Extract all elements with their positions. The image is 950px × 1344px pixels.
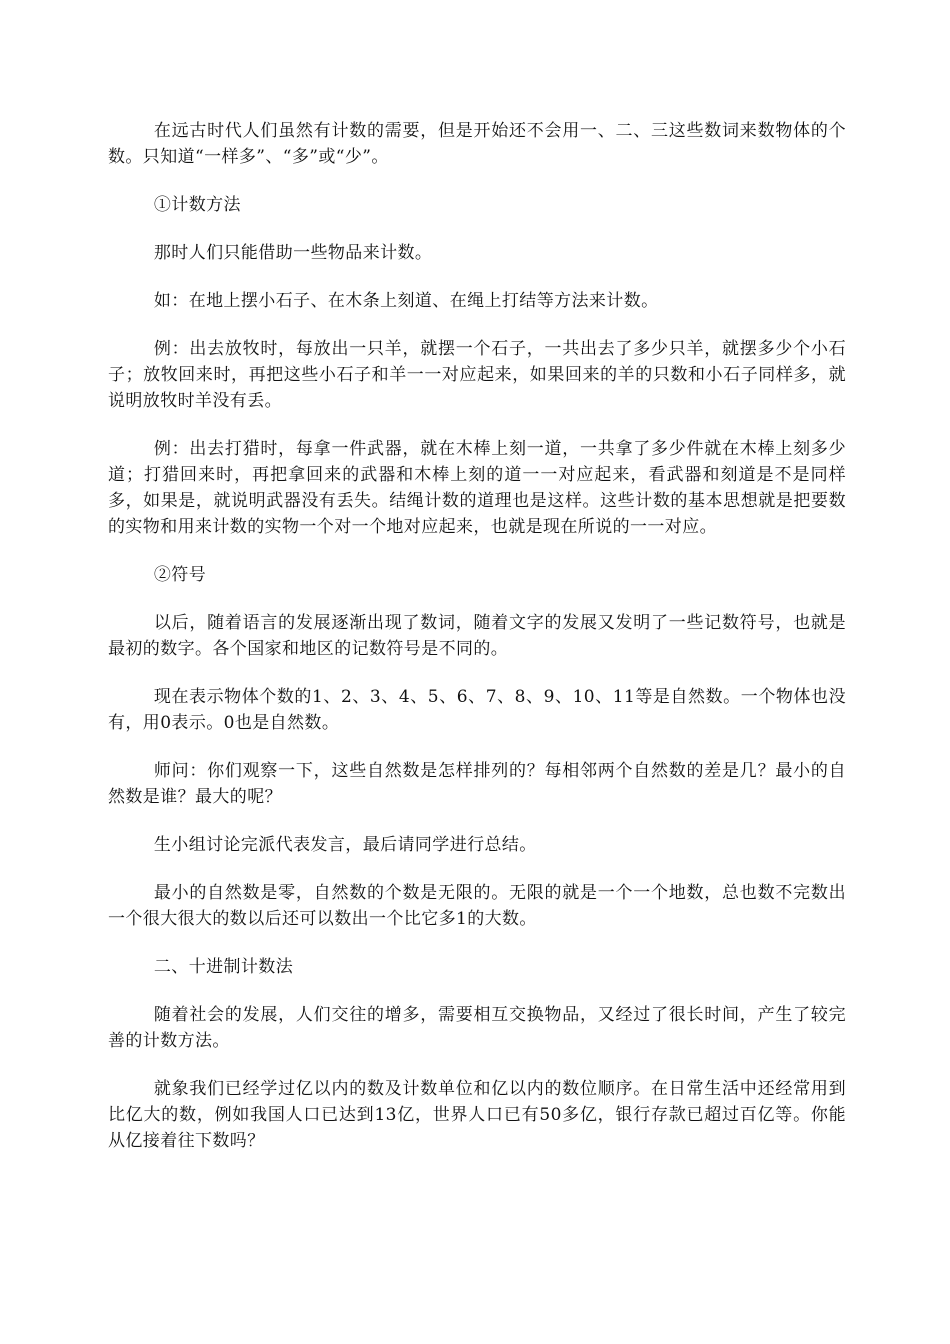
paragraph-numerals: 以后，随着语言的发展逐渐出现了数词，随着文字的发展又发明了一些记数符号，也就是最初的数字。各个国家和地区的记数符号是不同的。 (108, 613, 846, 659)
heading-decimal-system: 二、十进制计数法 (153, 957, 294, 977)
heading-symbols: ②符号 (153, 565, 207, 585)
paragraph-intro: 在远古时代人们虽然有计数的需要，但是开始还不会用一、二、三这些数词来数物体的个数。只知道“一样多”、“多”或“少”。 (108, 121, 846, 167)
paragraph-natural-numbers: 现在表示物体个数的1、2、3、4、5、6、7、8、9、10、11等是自然数。一个物体也没有，用0表示。0也是自然数。 (108, 687, 846, 733)
paragraph-large-numbers: 就象我们已经学过亿以内的数及计数单位和亿以内的数位顺序。在日常生活中还经常用到比亿大的数，例如我国人口已达到13亿，世界人口已有50多亿，银行存款已超过百亿等。你能从亿接着往下数吗？ (108, 1079, 846, 1151)
paragraph-summary: 最小的自然数是零，自然数的个数是无限的。无限的就是一个一个地数，总也数不完数出一个很大很大的数以后还可以数出一个比它多1的大数。 (108, 883, 846, 929)
heading-counting-methods: ①计数方法 (153, 195, 241, 215)
paragraph-example-hunting: 例：出去打猎时，每拿一件武器，就在木棒上刻一道，一共拿了多少件就在木棒上刻多少道；打猎回来时，再把拿回来的武器和木棒上刻的道一一对应起来，看武器和刻道是不是同样多，如果是，就说明武器没有丢失。结绳计数的道理也是这样。这些计数的基本思想就是把要数的实物和用来计数的实物一个对一个地对应起来，也就是现在所说的一一对应。 (108, 439, 846, 537)
paragraph-methods: 如：在地上摆小石子、在木条上刻道、在绳上打结等方法来计数。 (153, 291, 659, 311)
paragraph-teacher-question: 师问：你们观察一下，这些自然数是怎样排列的？每相邻两个自然数的差是几？最小的自然数是谁？最大的呢？ (108, 761, 846, 807)
paragraph-objects: 那时人们只能借助一些物品来计数。 (153, 243, 433, 263)
paragraph-society: 随着社会的发展，人们交往的增多，需要相互交换物品，又经过了很长时间，产生了较完善的计数方法。 (108, 1005, 846, 1051)
paragraph-example-herding: 例：出去放牧时，每放出一只羊，就摆一个石子，一共出去了多少只羊，就摆多少个小石子；放牧回来时，再把这些小石子和羊一一对应起来，如果回来的羊的只数和小石子同样多，就说明放牧时羊没有丢。 (108, 339, 846, 411)
paragraph-student-discussion: 生小组讨论完派代表发言，最后请同学进行总结。 (153, 835, 537, 855)
document-page (108, 118, 846, 1176)
